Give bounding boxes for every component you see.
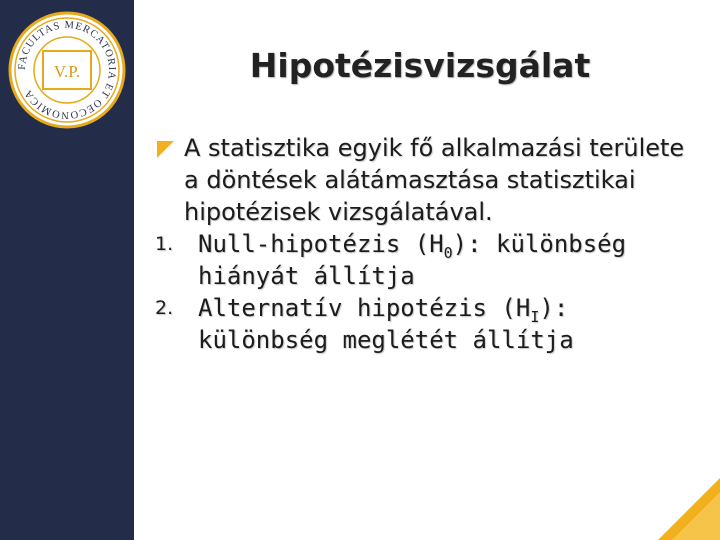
item-subscript: I [530,307,540,326]
intro-text: A statisztika egyik fő alkalmazási területe a döntések alátámasztása statisztikai hipotézisek vizsgálatával. [184,134,685,226]
list-item-null-hypothesis [140,228,700,292]
list-number: 1. [155,233,174,255]
triangle-bullet-icon [157,141,174,158]
seal-monogram: V.P. [53,62,81,81]
item-subscript: 0 [443,243,453,262]
slide-content [140,132,700,356]
list-number: 2. [155,297,174,319]
list-item-alternative-hypothesis [140,292,700,356]
seal-ring-text: FACULTAS MERCATORIA ET OECONOMICA [16,19,118,121]
slide-title: Hipotézisvizsgálat [249,46,591,85]
corner-decoration [658,478,720,540]
item-text-before: Alternatív hipotézis (H [198,294,531,322]
university-seal-logo [6,0,128,140]
intro-paragraph [140,132,700,228]
item-text-after: ): különbség hiányát állítja [198,230,627,290]
item-text-after: ): különbség meglétét állítja [198,294,574,354]
item-text-before: Null-hipotézis (H [198,230,444,258]
